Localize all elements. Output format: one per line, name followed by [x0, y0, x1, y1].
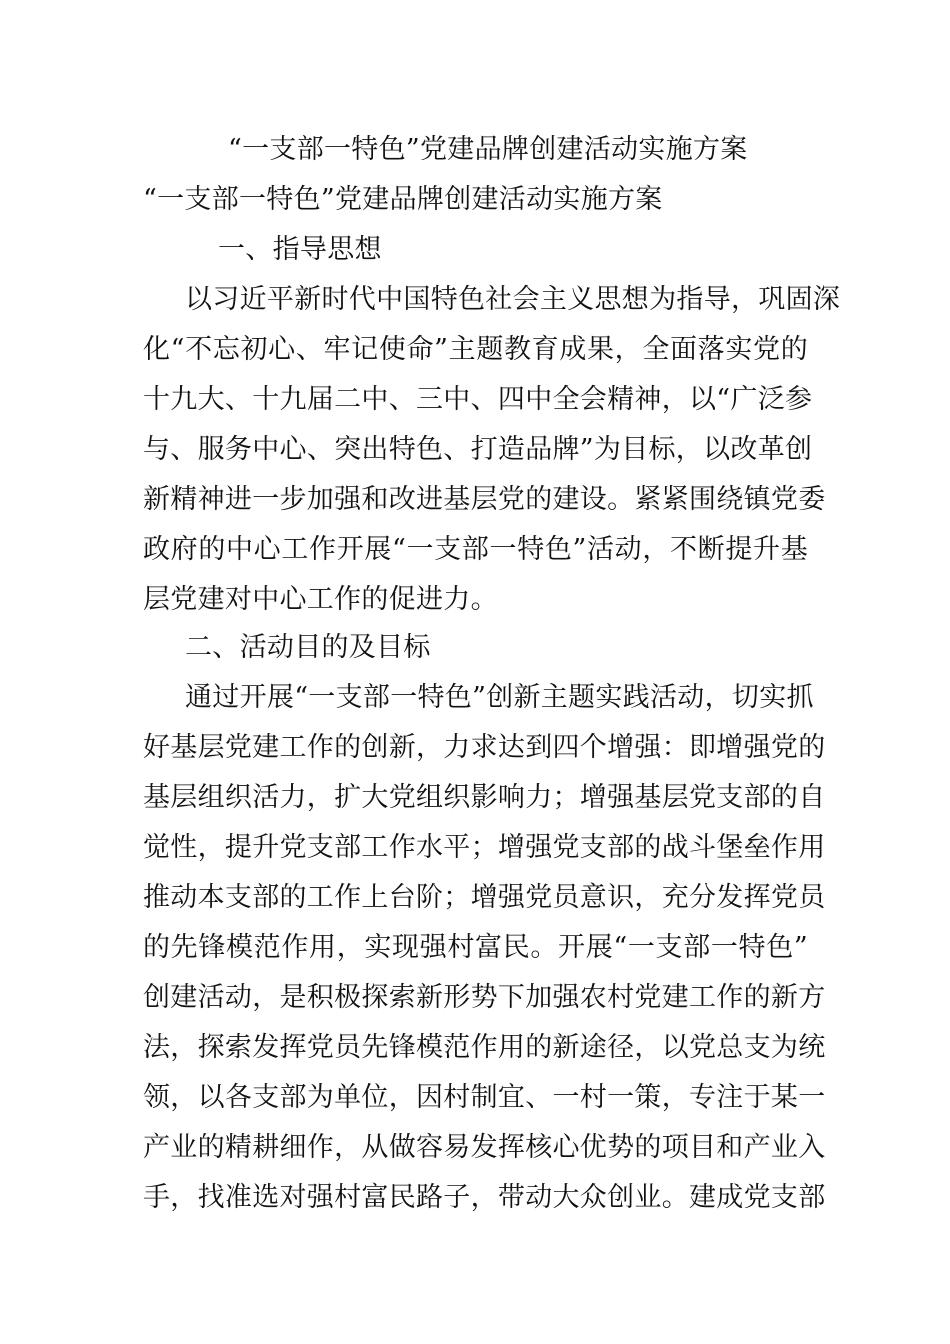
paragraph-line: 领，以各支部为单位，因村制宜、一村一策，专注于某一: [143, 1082, 826, 1113]
paragraph-line: 法，探索发挥党员先锋模范作用的新途径，以党总支为统: [143, 1032, 826, 1063]
paragraph-line: 新精神进一步加强和改进基层党的建设。紧紧围绕镇党委: [143, 484, 826, 515]
paragraph-line: 觉性，提升党支部工作水平；增强党支部的战斗堡垒作用: [143, 832, 826, 863]
paragraph-line: 推动本支部的工作上台阶；增强党员意识，充分发挥党员: [143, 882, 826, 913]
document-title: “一支部一特色”党建品牌创建活动实施方案: [228, 134, 748, 165]
section-heading-guiding-thought: 一、指导思想: [218, 234, 382, 265]
paragraph-line: 好基层党建工作的创新，力求达到四个增强：即增强党的: [143, 732, 826, 763]
paragraph-line: 层党建对中心工作的促进力。: [143, 584, 498, 615]
paragraph-line: 手，找准选对强村富民路子，带动大众创业。建成党支部: [143, 1182, 826, 1213]
section-heading-goals: 二、活动目的及目标: [185, 632, 431, 663]
paragraph-line: 的先锋模范作用，实现强村富民。开展“一支部一特色”: [143, 932, 808, 963]
paragraph-line: 基层组织活力，扩大党组织影响力；增强基层党支部的自: [143, 782, 826, 813]
paragraph-line: 创建活动，是积极探索新形势下加强农村党建工作的新方: [143, 982, 826, 1013]
paragraph-line: 通过开展“一支部一特色”创新主题实践活动，切实抓: [185, 682, 814, 713]
document-subtitle: “一支部一特色”党建品牌创建活动实施方案: [143, 184, 663, 215]
paragraph-line: 政府的中心工作开展“一支部一特色”活动，不断提升基: [143, 534, 808, 565]
paragraph-line: 以习近平新时代中国特色社会主义思想为指导，巩固深: [185, 284, 841, 315]
paragraph-line: 产业的精耕细作，从做容易发挥核心优势的项目和产业入: [143, 1132, 826, 1163]
paragraph-line: 化“不忘初心、牢记使命”主题教育成果，全面落实党的: [143, 334, 808, 365]
paragraph-line: 与、服务中心、突出特色、打造品牌”为目标，以改革创: [143, 434, 813, 465]
paragraph-line: 十九大、十九届二中、三中、四中全会精神，以“广泛参: [143, 384, 813, 415]
